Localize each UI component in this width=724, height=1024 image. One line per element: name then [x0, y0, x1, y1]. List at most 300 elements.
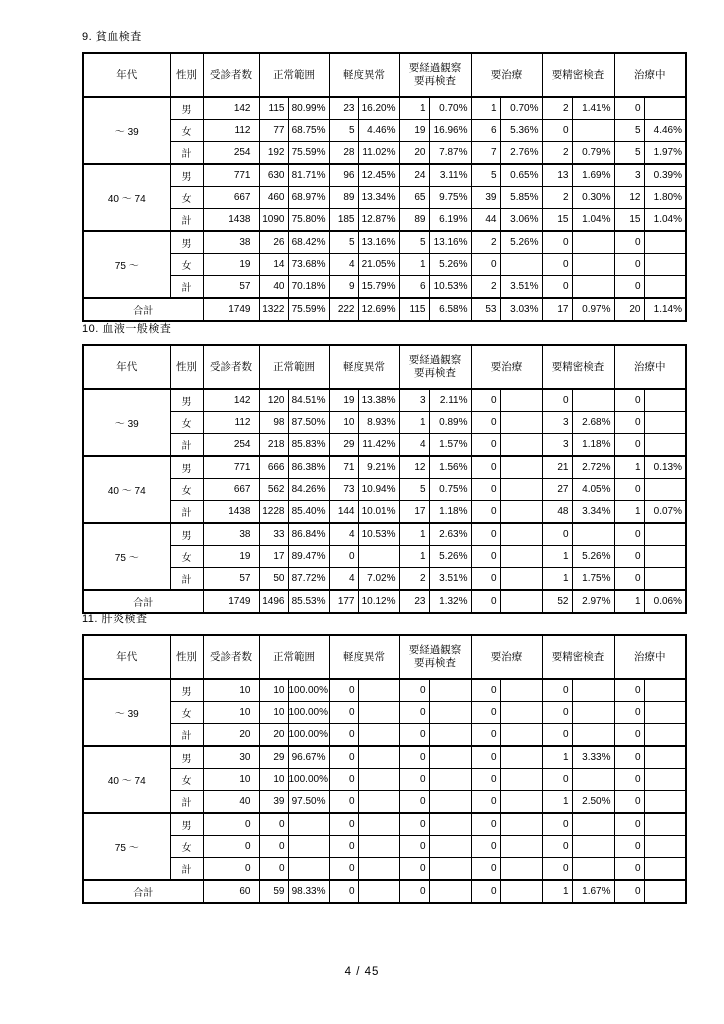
under-treatment-percent-cell	[644, 523, 686, 546]
mild-abnormality-percent-cell: 11.02%	[358, 142, 399, 165]
normal-range-percent-cell: 70.18%	[288, 276, 329, 299]
normal-range-percent-cell: 68.42%	[288, 231, 329, 254]
treatment-required-count-cell: 6	[471, 120, 500, 142]
normal-range-count-cell: 0	[259, 858, 288, 881]
under-treatment-count-cell: 1	[614, 456, 644, 479]
normal-range-percent-cell: 85.40%	[288, 501, 329, 524]
followup-retest-count-cell: 65	[399, 187, 429, 209]
under-treatment-percent-cell	[644, 769, 686, 791]
followup-retest-count-cell: 1	[399, 97, 429, 120]
under-treatment-percent-cell: 1.14%	[644, 298, 686, 321]
table-row	[83, 858, 686, 881]
col-header-age: 年代	[83, 53, 170, 97]
treatment-required-count-cell: 53	[471, 298, 500, 321]
treatment-required-percent-cell: 0.65%	[500, 164, 542, 187]
col-header-line: 治療中	[634, 360, 666, 373]
examinee-count-cell: 10	[203, 702, 259, 724]
treatment-required-percent-cell	[500, 389, 542, 412]
detailed-exam-percent-cell: 3.33%	[572, 746, 614, 769]
age-group-cell: ～ 39	[83, 97, 170, 164]
followup-retest-percent-cell: 13.16%	[429, 231, 471, 254]
treatment-required-percent-cell: 3.06%	[500, 209, 542, 232]
mild-abnormality-count-cell: 71	[329, 456, 358, 479]
normal-range-percent-cell	[288, 813, 329, 836]
treatment-required-count-cell: 0	[471, 546, 500, 568]
detailed-exam-percent-cell	[572, 858, 614, 881]
under-treatment-count-cell: 12	[614, 187, 644, 209]
col-header-line: 要治療	[490, 650, 523, 663]
mild-abnormality-count-cell: 96	[329, 164, 358, 187]
mild-abnormality-percent-cell: 11.42%	[358, 434, 399, 457]
normal-range-count-cell: 1322	[259, 298, 288, 321]
followup-retest-count-cell: 0	[399, 836, 429, 858]
treatment-required-count-cell: 39	[471, 187, 500, 209]
detailed-exam-percent-cell: 1.75%	[572, 568, 614, 591]
normal-range-count-cell: 20	[259, 724, 288, 747]
under-treatment-percent-cell	[644, 412, 686, 434]
detailed-exam-count-cell: 0	[542, 120, 572, 142]
examinee-count-cell: 38	[203, 523, 259, 546]
col-header-normal-range	[259, 345, 329, 389]
treatment-required-count-cell: 44	[471, 209, 500, 232]
detailed-exam-percent-cell	[572, 724, 614, 747]
sex-cell: 計	[170, 209, 203, 232]
mild-abnormality-percent-cell: 10.01%	[358, 501, 399, 524]
normal-range-percent-cell: 86.84%	[288, 523, 329, 546]
col-header-treatment-required	[471, 53, 542, 97]
age-group-cell: ～ 39	[83, 679, 170, 746]
treatment-required-percent-cell	[500, 769, 542, 791]
under-treatment-percent-cell	[644, 836, 686, 858]
table-row	[83, 142, 686, 165]
col-header-normal-range	[259, 53, 329, 97]
normal-range-percent-cell: 100.00%	[288, 702, 329, 724]
treatment-required-percent-cell	[500, 836, 542, 858]
under-treatment-count-cell: 0	[614, 880, 644, 903]
treatment-required-percent-cell: 3.03%	[500, 298, 542, 321]
detailed-exam-count-cell: 0	[542, 231, 572, 254]
normal-range-percent-cell: 81.71%	[288, 164, 329, 187]
detailed-exam-count-cell: 13	[542, 164, 572, 187]
sex-cell: 女	[170, 187, 203, 209]
total-row	[83, 880, 686, 903]
mild-abnormality-percent-cell: 15.79%	[358, 276, 399, 299]
examinee-count-cell: 30	[203, 746, 259, 769]
treatment-required-count-cell: 0	[471, 479, 500, 501]
table-row	[83, 836, 686, 858]
examinee-count-cell: 112	[203, 120, 259, 142]
detailed-exam-percent-cell	[572, 276, 614, 299]
detailed-exam-count-cell: 27	[542, 479, 572, 501]
mild-abnormality-count-cell: 5	[329, 231, 358, 254]
detailed-exam-percent-cell: 0.97%	[572, 298, 614, 321]
normal-range-count-cell: 10	[259, 769, 288, 791]
detailed-exam-count-cell: 2	[542, 187, 572, 209]
mild-abnormality-percent-cell	[358, 813, 399, 836]
detailed-exam-count-cell: 0	[542, 523, 572, 546]
sex-cell: 男	[170, 746, 203, 769]
followup-retest-count-cell: 0	[399, 679, 429, 702]
sex-cell: 計	[170, 501, 203, 524]
normal-range-count-cell: 562	[259, 479, 288, 501]
table-row	[83, 568, 686, 591]
followup-retest-count-cell: 4	[399, 434, 429, 457]
treatment-required-percent-cell: 5.85%	[500, 187, 542, 209]
examinee-count-cell: 667	[203, 479, 259, 501]
treatment-required-count-cell: 0	[471, 880, 500, 903]
treatment-required-count-cell: 2	[471, 276, 500, 299]
sex-cell: 男	[170, 389, 203, 412]
sex-cell: 男	[170, 97, 203, 120]
table-row	[83, 546, 686, 568]
normal-range-count-cell: 50	[259, 568, 288, 591]
examinee-count-cell: 0	[203, 858, 259, 881]
normal-range-percent-cell: 75.80%	[288, 209, 329, 232]
col-header-detailed-exam	[542, 345, 614, 389]
followup-retest-count-cell: 12	[399, 456, 429, 479]
followup-retest-count-cell: 0	[399, 813, 429, 836]
mild-abnormality-count-cell: 19	[329, 389, 358, 412]
total-row	[83, 590, 686, 613]
detailed-exam-count-cell: 1	[542, 880, 572, 903]
normal-range-percent-cell: 84.26%	[288, 479, 329, 501]
examinee-count-cell: 112	[203, 412, 259, 434]
followup-retest-count-cell: 2	[399, 568, 429, 591]
normal-range-percent-cell: 85.53%	[288, 590, 329, 613]
treatment-required-percent-cell: 3.51%	[500, 276, 542, 299]
under-treatment-count-cell: 0	[614, 836, 644, 858]
mild-abnormality-percent-cell	[358, 858, 399, 881]
sex-cell: 計	[170, 791, 203, 814]
normal-range-count-cell: 14	[259, 254, 288, 276]
followup-retest-percent-cell: 5.26%	[429, 546, 471, 568]
normal-range-count-cell: 120	[259, 389, 288, 412]
mild-abnormality-percent-cell: 13.16%	[358, 231, 399, 254]
detailed-exam-count-cell: 0	[542, 254, 572, 276]
hepatitis-test-table	[82, 634, 687, 904]
mild-abnormality-percent-cell: 4.46%	[358, 120, 399, 142]
mild-abnormality-percent-cell: 16.20%	[358, 97, 399, 120]
followup-retest-percent-cell: 2.63%	[429, 523, 471, 546]
col-header-treatment-required	[471, 635, 542, 679]
treatment-required-percent-cell	[500, 880, 542, 903]
col-header-followup-retest	[399, 345, 471, 389]
examinee-count-cell: 254	[203, 142, 259, 165]
table-row	[83, 231, 686, 254]
sex-cell: 男	[170, 813, 203, 836]
followup-retest-percent-cell	[429, 746, 471, 769]
followup-retest-percent-cell	[429, 769, 471, 791]
treatment-required-percent-cell: 2.76%	[500, 142, 542, 165]
col-header-line: 治療中	[634, 68, 666, 81]
followup-retest-percent-cell: 10.53%	[429, 276, 471, 299]
detailed-exam-count-cell: 1	[542, 568, 572, 591]
header-row	[83, 53, 686, 97]
followup-retest-percent-cell: 7.87%	[429, 142, 471, 165]
treatment-required-count-cell: 2	[471, 231, 500, 254]
mild-abnormality-percent-cell	[358, 791, 399, 814]
detailed-exam-percent-cell: 1.69%	[572, 164, 614, 187]
treatment-required-percent-cell	[500, 456, 542, 479]
mild-abnormality-count-cell: 10	[329, 412, 358, 434]
detailed-exam-count-cell: 0	[542, 276, 572, 299]
normal-range-percent-cell: 75.59%	[288, 298, 329, 321]
detailed-exam-percent-cell	[572, 702, 614, 724]
mild-abnormality-count-cell: 222	[329, 298, 358, 321]
under-treatment-percent-cell	[644, 724, 686, 747]
followup-retest-percent-cell	[429, 813, 471, 836]
examinee-count-cell: 1438	[203, 501, 259, 524]
col-header-line: 正常範囲	[273, 68, 315, 81]
col-header-line: 正常範囲	[273, 650, 315, 663]
normal-range-count-cell: 192	[259, 142, 288, 165]
normal-range-percent-cell: 87.50%	[288, 412, 329, 434]
normal-range-count-cell: 115	[259, 97, 288, 120]
mild-abnormality-percent-cell	[358, 702, 399, 724]
col-header-line: 治療中	[634, 650, 666, 663]
followup-retest-percent-cell: 2.11%	[429, 389, 471, 412]
treatment-required-count-cell: 0	[471, 434, 500, 457]
detailed-exam-percent-cell: 1.18%	[572, 434, 614, 457]
treatment-required-percent-cell	[500, 724, 542, 747]
col-header-under-treatment	[614, 345, 686, 389]
treatment-required-percent-cell	[500, 791, 542, 814]
under-treatment-count-cell: 0	[614, 724, 644, 747]
mild-abnormality-count-cell: 0	[329, 791, 358, 814]
col-header-line: 要経過観察	[408, 62, 462, 75]
examinee-count-cell: 254	[203, 434, 259, 457]
section-title-hepatitis: 11. 肝炎検査	[82, 613, 148, 625]
under-treatment-percent-cell	[644, 702, 686, 724]
col-header-treatment-required	[471, 345, 542, 389]
followup-retest-count-cell: 3	[399, 389, 429, 412]
mild-abnormality-percent-cell	[358, 679, 399, 702]
normal-range-count-cell: 98	[259, 412, 288, 434]
table-row	[83, 254, 686, 276]
total-label: 合計	[83, 298, 203, 321]
col-header-line: 要精密検査	[551, 68, 605, 81]
normal-range-count-cell: 460	[259, 187, 288, 209]
treatment-required-count-cell: 0	[471, 568, 500, 591]
mild-abnormality-percent-cell: 12.87%	[358, 209, 399, 232]
normal-range-percent-cell: 100.00%	[288, 724, 329, 747]
followup-retest-percent-cell: 1.18%	[429, 501, 471, 524]
normal-range-percent-cell: 85.83%	[288, 434, 329, 457]
normal-range-count-cell: 218	[259, 434, 288, 457]
col-header-mild-abnormality	[329, 53, 399, 97]
col-header-under-treatment	[614, 635, 686, 679]
mild-abnormality-percent-cell: 21.05%	[358, 254, 399, 276]
table-row	[83, 791, 686, 814]
detailed-exam-percent-cell	[572, 769, 614, 791]
followup-retest-count-cell: 0	[399, 724, 429, 747]
col-header-sex: 性別	[170, 53, 203, 97]
sex-cell: 女	[170, 120, 203, 142]
header-row	[83, 345, 686, 389]
followup-retest-percent-cell: 0.75%	[429, 479, 471, 501]
treatment-required-count-cell: 0	[471, 412, 500, 434]
mild-abnormality-percent-cell	[358, 546, 399, 568]
followup-retest-count-cell: 1	[399, 254, 429, 276]
col-header-line: 正常範囲	[273, 360, 315, 373]
detailed-exam-count-cell: 15	[542, 209, 572, 232]
sex-cell: 女	[170, 412, 203, 434]
normal-range-percent-cell: 68.75%	[288, 120, 329, 142]
mild-abnormality-percent-cell: 13.38%	[358, 389, 399, 412]
under-treatment-percent-cell	[644, 231, 686, 254]
treatment-required-count-cell: 0	[471, 702, 500, 724]
sex-cell: 計	[170, 276, 203, 299]
under-treatment-count-cell: 0	[614, 791, 644, 814]
detailed-exam-count-cell: 0	[542, 836, 572, 858]
treatment-required-percent-cell: 0.70%	[500, 97, 542, 120]
header-row	[83, 635, 686, 679]
hepatitis-test-section	[82, 612, 686, 904]
col-header-followup-retest	[399, 53, 471, 97]
mild-abnormality-count-cell: 0	[329, 724, 358, 747]
detailed-exam-count-cell: 48	[542, 501, 572, 524]
treatment-required-count-cell: 0	[471, 724, 500, 747]
normal-range-percent-cell	[288, 858, 329, 881]
detailed-exam-count-cell: 3	[542, 434, 572, 457]
under-treatment-count-cell: 0	[614, 702, 644, 724]
examinee-count-cell: 20	[203, 724, 259, 747]
normal-range-count-cell: 1228	[259, 501, 288, 524]
sex-cell: 女	[170, 546, 203, 568]
normal-range-count-cell: 39	[259, 791, 288, 814]
normal-range-count-cell: 10	[259, 702, 288, 724]
sex-cell: 計	[170, 142, 203, 165]
followup-retest-count-cell: 23	[399, 590, 429, 613]
treatment-required-count-cell: 0	[471, 858, 500, 881]
detailed-exam-percent-cell	[572, 120, 614, 142]
followup-retest-count-cell: 0	[399, 746, 429, 769]
sex-cell: 計	[170, 724, 203, 747]
col-header-detailed-exam	[542, 53, 614, 97]
followup-retest-percent-cell: 6.19%	[429, 209, 471, 232]
examinee-count-cell: 60	[203, 880, 259, 903]
normal-range-count-cell: 1496	[259, 590, 288, 613]
treatment-required-percent-cell	[500, 434, 542, 457]
treatment-required-count-cell: 0	[471, 456, 500, 479]
followup-retest-count-cell: 1	[399, 412, 429, 434]
treatment-required-percent-cell	[500, 858, 542, 881]
anemia-test-table	[82, 52, 687, 322]
col-header-line: 要経過観察	[408, 354, 462, 367]
normal-range-count-cell: 77	[259, 120, 288, 142]
followup-retest-count-cell: 0	[399, 702, 429, 724]
examinee-count-cell: 38	[203, 231, 259, 254]
treatment-required-count-cell: 0	[471, 523, 500, 546]
normal-range-percent-cell: 100.00%	[288, 679, 329, 702]
followup-retest-percent-cell	[429, 836, 471, 858]
followup-retest-count-cell: 0	[399, 769, 429, 791]
normal-range-percent-cell: 89.47%	[288, 546, 329, 568]
under-treatment-percent-cell	[644, 546, 686, 568]
detailed-exam-percent-cell: 4.05%	[572, 479, 614, 501]
mild-abnormality-count-cell: 0	[329, 813, 358, 836]
table-row	[83, 479, 686, 501]
followup-retest-count-cell: 115	[399, 298, 429, 321]
detailed-exam-count-cell: 17	[542, 298, 572, 321]
under-treatment-count-cell: 0	[614, 97, 644, 120]
sex-cell: 計	[170, 434, 203, 457]
examinee-count-cell: 57	[203, 276, 259, 299]
normal-range-percent-cell: 75.59%	[288, 142, 329, 165]
detailed-exam-percent-cell	[572, 523, 614, 546]
mild-abnormality-count-cell: 73	[329, 479, 358, 501]
sex-cell: 女	[170, 836, 203, 858]
normal-range-percent-cell: 80.99%	[288, 97, 329, 120]
treatment-required-count-cell: 5	[471, 164, 500, 187]
followup-retest-percent-cell: 1.56%	[429, 456, 471, 479]
under-treatment-percent-cell	[644, 880, 686, 903]
followup-retest-count-cell: 89	[399, 209, 429, 232]
col-header-line: 要経過観察	[408, 644, 462, 657]
mild-abnormality-percent-cell	[358, 724, 399, 747]
treatment-required-percent-cell	[500, 523, 542, 546]
age-group-cell: 40 ～ 74	[83, 164, 170, 231]
under-treatment-count-cell: 0	[614, 254, 644, 276]
age-group-cell: 75 ～	[83, 523, 170, 590]
mild-abnormality-count-cell: 89	[329, 187, 358, 209]
blood-general-test-table	[82, 344, 687, 614]
mild-abnormality-count-cell: 29	[329, 434, 358, 457]
examinee-count-cell: 0	[203, 813, 259, 836]
sex-cell: 男	[170, 523, 203, 546]
mild-abnormality-percent-cell: 9.21%	[358, 456, 399, 479]
normal-range-count-cell: 10	[259, 679, 288, 702]
detailed-exam-count-cell: 1	[542, 746, 572, 769]
treatment-required-count-cell: 0	[471, 254, 500, 276]
examinee-count-cell: 142	[203, 389, 259, 412]
examinee-count-cell: 10	[203, 769, 259, 791]
col-header-line: 要治療	[490, 68, 523, 81]
page-number: 4 / 45	[344, 966, 380, 978]
table-row	[83, 501, 686, 524]
col-header-sex: 性別	[170, 635, 203, 679]
table-row	[83, 164, 686, 187]
followup-retest-count-cell: 1	[399, 523, 429, 546]
col-header-line: 要再検査	[414, 657, 456, 669]
treatment-required-count-cell: 0	[471, 501, 500, 524]
treatment-required-percent-cell	[500, 546, 542, 568]
col-header-age: 年代	[83, 635, 170, 679]
detailed-exam-count-cell: 0	[542, 769, 572, 791]
sex-cell: 男	[170, 231, 203, 254]
followup-retest-count-cell: 5	[399, 231, 429, 254]
mild-abnormality-count-cell: 9	[329, 276, 358, 299]
detailed-exam-percent-cell: 2.97%	[572, 590, 614, 613]
under-treatment-count-cell: 0	[614, 546, 644, 568]
under-treatment-count-cell: 0	[614, 858, 644, 881]
table-row	[83, 746, 686, 769]
sex-cell: 計	[170, 858, 203, 881]
detailed-exam-percent-cell: 1.67%	[572, 880, 614, 903]
detailed-exam-count-cell: 2	[542, 142, 572, 165]
mild-abnormality-count-cell: 0	[329, 746, 358, 769]
age-group-cell: ～ 39	[83, 389, 170, 456]
treatment-required-percent-cell	[500, 479, 542, 501]
normal-range-percent-cell: 100.00%	[288, 769, 329, 791]
col-header-examinees: 受診者数	[203, 53, 259, 97]
total-row	[83, 298, 686, 321]
examinee-count-cell: 1749	[203, 298, 259, 321]
detailed-exam-count-cell: 0	[542, 724, 572, 747]
treatment-required-count-cell: 0	[471, 769, 500, 791]
detailed-exam-count-cell: 3	[542, 412, 572, 434]
age-group-cell: 75 ～	[83, 813, 170, 880]
